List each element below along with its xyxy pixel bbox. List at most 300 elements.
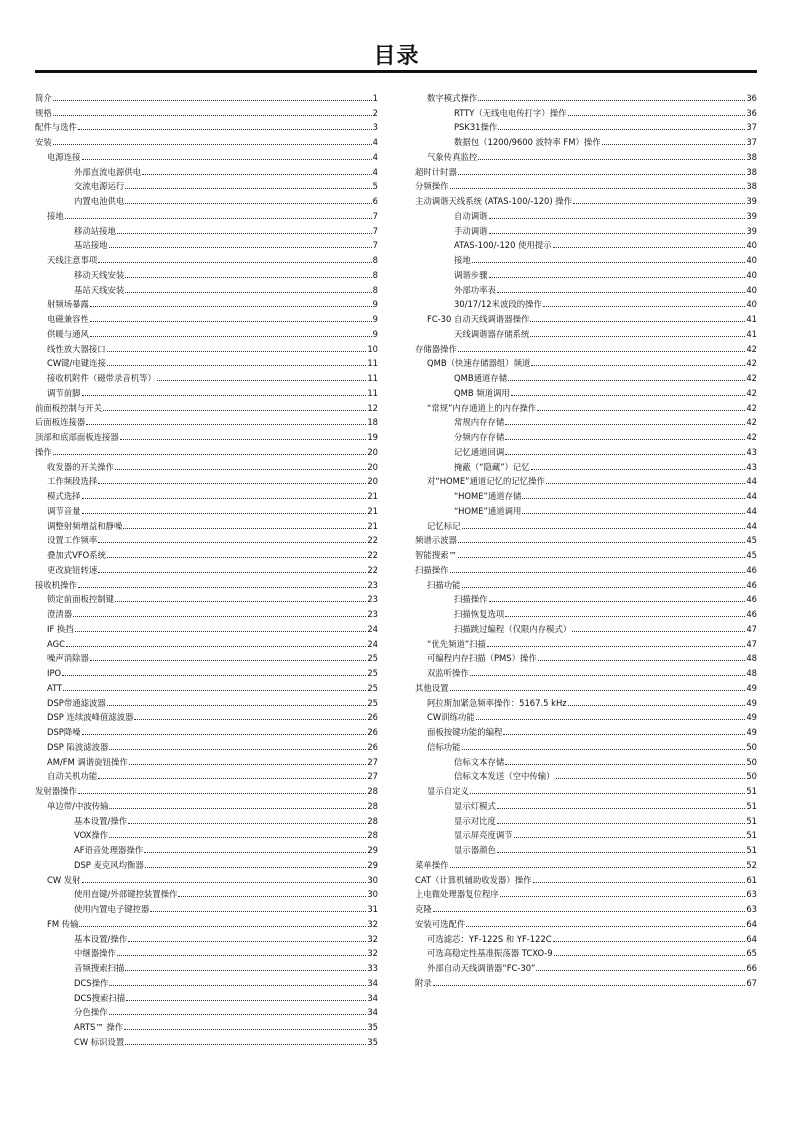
toc-entry[interactable] [35,413,378,428]
toc-entry-page: 32 [367,933,378,944]
toc-entry-page: 25 [367,697,378,708]
toc-entry[interactable] [415,339,757,354]
toc-entry-page: 25 [367,653,378,664]
toc-entry[interactable] [35,545,378,560]
toc-entry-title: 噪声消除器 [47,653,89,664]
toc-entry[interactable] [415,944,757,959]
toc-entry[interactable] [415,708,757,723]
toc-entry[interactable] [415,870,757,885]
toc-entry[interactable] [415,752,757,767]
toc-entry[interactable] [35,899,378,914]
toc-entry-page: 46 [746,609,757,619]
toc-entry[interactable] [35,722,378,737]
toc-entry-page: 11 [367,373,378,383]
toc-entry[interactable] [415,826,757,841]
toc-entry-title: 上电微处理器复位程序 [415,889,499,900]
toc-entry[interactable] [415,383,757,398]
toc-entry[interactable] [35,191,378,206]
dot-leader [478,100,745,101]
toc-entry-page: 8 [372,269,378,280]
toc-entry[interactable] [415,162,757,177]
toc-entry[interactable] [35,767,378,782]
dot-leader [150,911,366,912]
toc-entry-title: 调整射频增益和静噪 [47,520,123,531]
toc-entry[interactable] [415,590,757,605]
toc-entry[interactable] [35,840,378,855]
toc-entry-title: 对“HOME”通道记忆的记忆操作 [427,476,545,487]
toc-entry-page: 37 [746,137,757,147]
toc-entry[interactable] [35,383,378,398]
toc-entry-page: 32 [367,948,378,959]
toc-entry-page: 12 [367,402,378,413]
dot-leader [489,601,746,602]
toc-entry-title: FC-30 自动天线调谐器操作 [427,314,530,324]
toc-entry-title: 电磁兼容性 [47,314,89,324]
toc-entry[interactable] [35,1032,378,1047]
dot-leader [63,690,366,691]
toc-entry-title: 供暖与通风 [47,328,89,339]
toc-entry[interactable] [415,545,757,560]
dot-leader [90,306,372,307]
toc-entry[interactable] [35,634,378,649]
dot-leader [458,351,745,352]
dot-leader [103,410,366,411]
toc-entry[interactable] [415,634,757,649]
toc-entry[interactable] [415,767,757,782]
toc-entry[interactable] [415,265,757,280]
toc-entry[interactable] [35,811,378,826]
toc-entry[interactable] [415,413,757,428]
toc-entry[interactable] [35,280,378,295]
toc-entry-page: 40 [746,240,757,251]
toc-entry-page: 42 [746,373,757,383]
toc-entry[interactable] [415,103,757,118]
toc-entry[interactable] [415,840,757,855]
toc-entry[interactable] [415,324,757,339]
toc-entry-title: CW训练功能 [427,712,475,723]
toc-entry-page: 9 [372,314,378,324]
toc-entry[interactable] [35,442,378,457]
toc-entry-title: 顶部和底部面板连接器 [35,432,119,442]
toc-entry-title: 射频场暴露 [47,299,89,310]
toc-entry-title: 记忆标记 [427,520,461,531]
toc-entry[interactable] [35,88,378,103]
toc-entry-page: 11 [367,387,378,398]
toc-entry-page: 66 [746,963,757,973]
toc-entry-title: 叠加式VFO系统 [47,550,107,560]
toc-entry-page: 36 [746,107,757,118]
toc-entry-page: 28 [367,786,378,796]
dot-leader [450,690,746,691]
dot-leader [78,129,372,130]
toc-entry-page: 23 [367,579,378,590]
dot-leader [120,439,367,440]
toc-entry-page: 20 [367,476,378,487]
toc-entry-page: 37 [746,122,757,133]
toc-entry[interactable] [415,560,757,575]
toc-entry-page: 40 [746,284,757,295]
toc-entry[interactable] [415,88,757,103]
toc-entry[interactable] [415,929,757,944]
dot-leader [65,218,372,219]
dot-leader [458,557,745,558]
dot-leader [538,660,746,661]
toc-entry[interactable] [35,177,378,192]
dot-leader [553,247,746,248]
toc-entry[interactable] [415,147,757,162]
dot-leader [82,159,372,160]
toc-entry-title: 天线调谐器存储系统 [454,328,530,339]
toc-entry[interactable] [415,663,757,678]
dot-leader [531,469,746,470]
toc-entry[interactable] [415,132,757,147]
toc-entry[interactable] [35,368,378,383]
toc-entry[interactable] [415,309,757,324]
toc-entry[interactable] [35,472,378,487]
dot-leader [90,336,372,337]
toc-entry[interactable] [35,309,378,324]
toc-entry[interactable] [35,103,378,118]
toc-entry-page: 23 [367,609,378,619]
toc-entry[interactable] [415,973,757,988]
toc-entry[interactable] [35,501,378,516]
toc-entry[interactable] [35,988,378,1003]
toc-entry-page: 32 [367,918,378,929]
dot-leader [98,778,366,779]
toc-entry-page: 64 [746,933,757,944]
toc-entry[interactable] [415,722,757,737]
toc-entry[interactable] [415,368,757,383]
dot-leader [82,882,367,883]
toc-entry[interactable] [35,354,378,369]
dot-leader [554,955,746,956]
toc-entry[interactable] [35,914,378,929]
toc-entry-title: 其他设置 [415,682,449,693]
toc-entry[interactable] [35,339,378,354]
toc-entry[interactable] [35,708,378,723]
toc-entry-title: 电源连接 [47,151,81,162]
toc-entry[interactable] [415,531,757,546]
toc-entry-title: IF 换挡 [47,623,74,634]
dot-leader [82,513,367,514]
dot-leader [125,203,371,204]
toc-entry-page: 44 [746,520,757,531]
toc-entry[interactable] [35,663,378,678]
toc-entry[interactable] [415,575,757,590]
toc-entry-title: 外部直流电源供电 [74,166,141,177]
toc-entry-page: 34 [367,977,378,988]
dot-leader [497,852,745,853]
toc-entry-title: 接地 [454,255,471,265]
dot-leader [82,498,367,499]
toc-entry-title: 扫描操作 [454,594,488,605]
toc-entry[interactable] [35,118,378,133]
toc-entry[interactable] [35,1017,378,1032]
dot-leader [476,719,746,720]
toc-entry-page: 42 [746,387,757,398]
dot-leader [433,911,746,912]
toc-entry-page: 48 [746,653,757,664]
toc-entry-title: 自动调谐 [454,210,488,221]
toc-entry-page: 46 [746,594,757,605]
toc-entry[interactable] [415,221,757,236]
toc-entry[interactable] [415,295,757,310]
toc-entry-title: 可选滤芯：YF-122S 和 YF-122C [427,933,552,944]
toc-entry[interactable] [415,604,757,619]
dot-leader [522,498,745,499]
toc-entry-page: 23 [367,594,378,605]
toc-entry-page: 49 [746,682,757,693]
dot-leader [107,705,367,706]
toc-entry-title: AGC [47,638,65,649]
toc-entry[interactable] [35,929,378,944]
toc-entry[interactable] [35,958,378,973]
toc-entry[interactable] [35,575,378,590]
toc-entry-page: 8 [372,284,378,295]
dot-leader [124,1029,366,1030]
toc-entry-page: 26 [367,727,378,737]
toc-entry-page: 10 [367,343,378,354]
dot-leader [145,867,367,868]
toc-entry[interactable] [415,855,757,870]
toc-entry[interactable] [35,619,378,634]
dot-leader [522,513,745,514]
page-title: 目录 [373,44,420,69]
toc-entry-title: ATT [47,682,63,693]
toc-entry-page: 42 [746,358,757,369]
toc-entry-title: 单边带/中波传输 [47,800,109,811]
toc-entry[interactable] [415,958,757,973]
toc-entry-title: 内置电池供电 [74,196,125,206]
toc-entry[interactable] [35,250,378,265]
toc-entry[interactable] [35,265,378,280]
toc-entry-page: 41 [746,314,757,324]
toc-entry[interactable] [415,250,757,265]
toc-entry-page: 5 [372,181,378,192]
toc-entry[interactable] [415,796,757,811]
dot-leader [536,970,745,971]
toc-entry[interactable] [415,516,757,531]
toc-entry[interactable] [415,280,757,295]
toc-entry[interactable] [35,781,378,796]
toc-entry[interactable] [415,177,757,192]
dot-leader [450,188,746,189]
dot-leader [573,203,745,204]
toc-entry-title: AM/FM 调谐旋钮操作 [47,756,128,767]
toc-entry-title: 可编程内存扫描（PMS）操作 [427,653,537,664]
toc-entry[interactable] [415,619,757,634]
toc-entry[interactable] [415,472,757,487]
dot-leader [497,292,745,293]
toc-entry[interactable] [415,899,757,914]
toc-entry-page: 50 [746,741,757,752]
dot-leader [62,675,366,676]
toc-entry-title: DCS操作 [74,977,109,988]
dot-leader [472,262,746,263]
toc-entry[interactable] [35,649,378,664]
toc-entry-title: 安装可选配件 [415,918,466,929]
toc-entry-title: 中继器操作 [74,948,116,959]
dot-leader [98,542,366,543]
dot-leader [498,129,745,130]
toc-entry[interactable] [415,398,757,413]
toc-entry[interactable] [35,398,378,413]
toc-entry[interactable] [35,531,378,546]
toc-entry-page: 21 [367,491,378,501]
toc-entry[interactable] [415,501,757,516]
toc-entry-title: 掩蔽（“隐藏”）记忆 [454,461,530,472]
toc-entry-title: 显示器颜色 [454,845,496,855]
toc-column-right [415,88,757,988]
toc-entry-page: 21 [367,520,378,531]
dot-leader [125,292,371,293]
dot-leader [505,764,745,765]
toc-entry-page: 63 [746,889,757,900]
toc-entry[interactable] [415,885,757,900]
toc-entry-title: CAT（计算机辅助收发器）操作 [415,874,532,885]
toc-entry-page: 35 [367,1022,378,1032]
toc-entry[interactable] [35,236,378,251]
toc-entry[interactable] [415,191,757,206]
toc-entry[interactable] [35,132,378,147]
toc-entry[interactable] [415,354,757,369]
toc-entry[interactable] [415,737,757,752]
toc-entry[interactable] [35,737,378,752]
toc-entry[interactable] [35,796,378,811]
toc-entry-title: 移动站接地 [74,225,116,236]
dot-leader [505,616,745,617]
toc-entry[interactable] [35,206,378,221]
toc-entry[interactable] [35,944,378,959]
toc-entry[interactable] [35,560,378,575]
toc-entry-page: 28 [367,800,378,811]
toc-entry-page: 25 [367,668,378,678]
toc-entry[interactable] [35,693,378,708]
dot-leader [53,100,372,101]
toc-entry-page: 28 [367,815,378,826]
toc-entry[interactable] [415,118,757,133]
dot-leader [66,646,366,647]
toc-entry-title: 扫描操作 [415,564,449,575]
dot-leader [129,764,367,765]
toc-entry-page: 30 [367,889,378,900]
toc-entry-title: 数据包（1200/9600 波特率 FM）操作 [454,137,601,147]
toc-entry[interactable] [35,604,378,619]
toc-entry[interactable] [35,221,378,236]
toc-entry-page: 35 [367,1036,378,1047]
toc-entry-title: 工作频段选择 [47,476,98,487]
toc-entry-page: 9 [372,328,378,339]
toc-entry-page: 24 [367,638,378,649]
toc-entry-title: 超时计时器 [415,166,457,177]
toc-entry-title: 锁定前面板控制键 [47,594,114,605]
toc-entry[interactable] [415,781,757,796]
toc-entry[interactable] [35,752,378,767]
toc-entry[interactable] [415,442,757,457]
toc-entry-page: 43 [746,446,757,457]
dot-leader [489,218,746,219]
toc-entry[interactable] [35,486,378,501]
toc-entry[interactable] [35,855,378,870]
toc-entry[interactable] [35,516,378,531]
toc-entry[interactable] [35,324,378,339]
toc-entry-page: 1 [372,92,378,103]
toc-entry[interactable] [415,693,757,708]
toc-entry[interactable] [415,236,757,251]
toc-entry-page: 39 [746,210,757,221]
toc-entry-title: FM 传输 [47,918,79,929]
toc-entry-title: 交流电源运行 [74,181,125,192]
toc-entry[interactable] [35,427,378,442]
toc-entry-page: 43 [746,461,757,472]
dot-leader [543,306,745,307]
dot-leader [109,247,372,248]
toc-entry-title: “HOME”通道存储 [454,491,522,501]
toc-entry-title: 基本设置/操作 [74,933,128,944]
dot-leader [107,351,367,352]
toc-entry-title: CW键/电键连接 [47,358,106,369]
toc-entry[interactable] [35,870,378,885]
toc-entry-title: 自动关机功能 [47,771,98,782]
toc-entry-title: 后面板连接器 [35,417,86,428]
toc-entry[interactable] [415,678,757,693]
toc-entry-page: 7 [372,240,378,251]
dot-leader [98,483,366,484]
toc-entry-title: 记忆通道回调 [454,446,505,457]
toc-entry-page: 6 [372,196,378,206]
toc-entry[interactable] [35,457,378,472]
toc-entry[interactable] [415,486,757,501]
dot-leader [470,793,745,794]
toc-entry[interactable] [415,914,757,929]
toc-entry-page: 4 [372,151,378,162]
toc-entry-title: 使用直键/外部键控装置操作 [74,889,178,900]
toc-entry[interactable] [415,649,757,664]
toc-entry-title: 外部自动天线调谐器“FC-30” [427,963,536,973]
toc-entry-page: 22 [367,550,378,560]
toc-entry-title: ARTS™ 操作 [74,1022,124,1032]
toc-entry-page: 44 [746,491,757,501]
toc-entry-title: 基站天线安装 [74,284,125,295]
dot-leader [462,528,746,529]
dot-leader [109,985,366,986]
toc-entry[interactable] [35,826,378,841]
dot-leader [109,808,366,809]
toc-entry[interactable] [415,206,757,221]
dot-leader [142,174,372,175]
toc-entry[interactable] [35,1003,378,1018]
toc-entry[interactable] [35,590,378,605]
toc-entry[interactable] [35,973,378,988]
toc-entry[interactable] [35,295,378,310]
toc-entry[interactable] [415,811,757,826]
toc-entry[interactable] [415,427,757,442]
toc-entry-title: 显示对比度 [454,815,496,826]
toc-entry-title: 常规内存存储 [454,417,505,428]
toc-entry[interactable] [415,457,757,472]
toc-entry-title: 数字模式操作 [427,92,478,103]
toc-entry-title: 配件与选件 [35,122,77,133]
toc-entry-page: 20 [367,446,378,457]
dot-leader [497,823,745,824]
toc-entry[interactable] [35,162,378,177]
toc-entry-page: 49 [746,712,757,723]
toc-entry[interactable] [35,147,378,162]
toc-entry[interactable] [35,678,378,693]
dot-leader [117,233,372,234]
toc-entry-page: 49 [746,697,757,708]
toc-entry[interactable] [35,885,378,900]
